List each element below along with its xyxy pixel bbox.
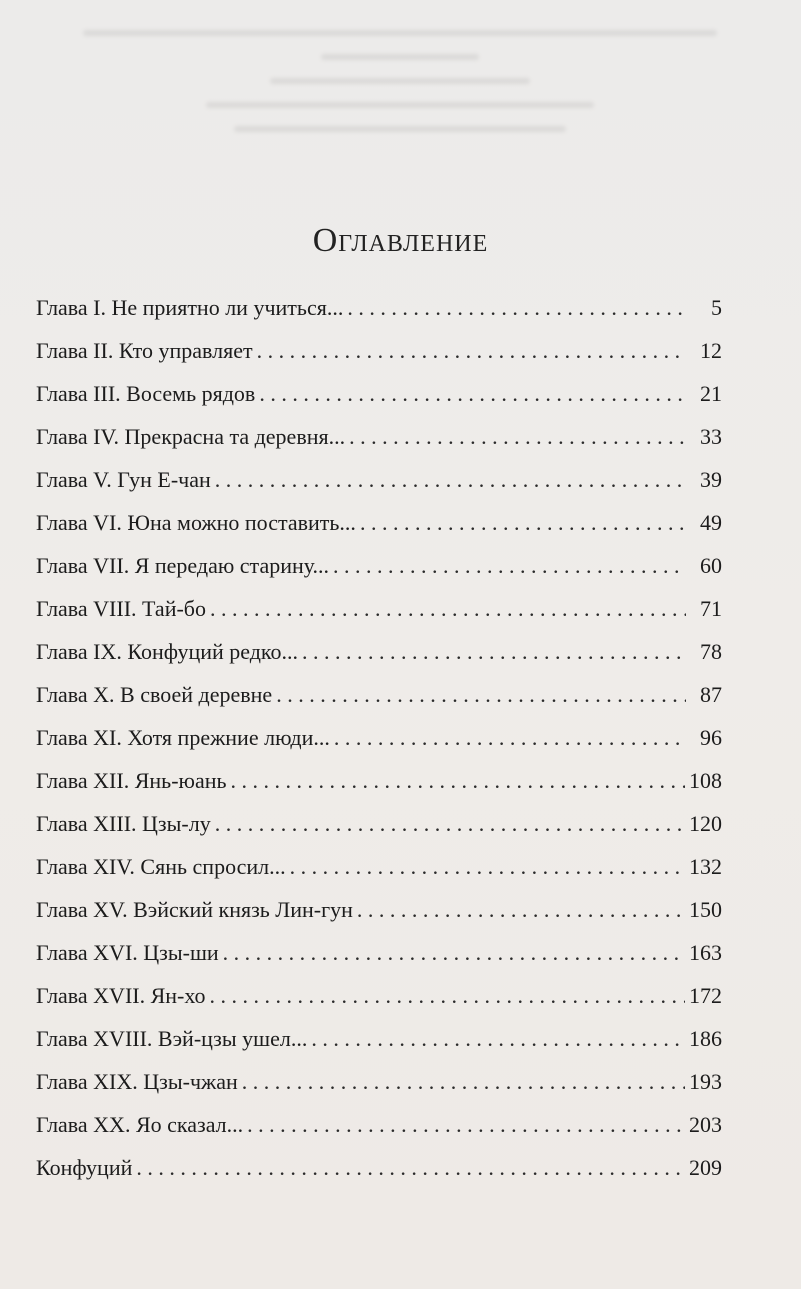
toc-entry-label: Глава XV. Вэйский князь Лин-гун xyxy=(36,897,353,922)
dot-leader xyxy=(311,1017,685,1060)
toc-entry xyxy=(36,501,722,544)
toc-entry-label: Глава XX. Яо сказал... xyxy=(36,1112,244,1137)
toc-entry-page-number: 49 xyxy=(700,510,722,535)
toc-entry-page-number: 5 xyxy=(711,295,722,320)
toc-entry xyxy=(36,1017,722,1060)
toc-entry-label: Глава XIV. Сянь спросил... xyxy=(36,854,286,879)
toc-entry-page-number: 193 xyxy=(689,1069,722,1094)
dot-leader xyxy=(210,587,686,630)
toc-entry-page-number: 203 xyxy=(689,1112,722,1137)
toc-entry-label: Глава XIX. Цзы-чжан xyxy=(36,1069,238,1094)
toc-entry-page-number: 132 xyxy=(689,854,722,879)
toc-entry-label: Глава II. Кто управляет xyxy=(36,338,253,363)
dot-leader xyxy=(247,1103,685,1146)
toc-entry-page-number: 163 xyxy=(689,940,722,965)
toc-entry-label: Глава VI. Юна можно поставить... xyxy=(36,510,356,535)
toc-entry xyxy=(36,544,722,587)
dot-leader xyxy=(290,845,685,888)
toc-entry-label: Глава VIII. Тай-бо xyxy=(36,596,206,621)
toc-entry-page-number: 12 xyxy=(700,338,722,363)
toc-entry-label: Глава XII. Янь-юань xyxy=(36,768,227,793)
dot-leader xyxy=(357,888,685,931)
dot-leader xyxy=(215,802,685,845)
toc-entry xyxy=(36,458,722,501)
toc-entry-label: Глава XVI. Цзы-ши xyxy=(36,940,219,965)
toc-entry-label: Глава I. Не приятно ли учиться... xyxy=(36,295,344,320)
toc-entry-page-number: 33 xyxy=(700,424,722,449)
page-title: Оглавление xyxy=(312,222,489,259)
toc-entry xyxy=(36,759,722,802)
toc-entry xyxy=(36,1060,722,1103)
toc-entry-label: Глава XVIII. Вэй-цзы ушел... xyxy=(36,1026,308,1051)
dot-leader xyxy=(136,1146,685,1189)
toc-entry-page-number: 60 xyxy=(700,553,722,578)
toc-entry-label: Глава IX. Конфуций редко... xyxy=(36,639,299,664)
toc-entry xyxy=(36,286,722,329)
toc-entry xyxy=(36,716,722,759)
toc-entry-page-number: 21 xyxy=(700,381,722,406)
dot-leader xyxy=(360,501,686,544)
toc-entry xyxy=(36,974,722,1017)
dot-leader xyxy=(276,673,686,716)
toc-entry xyxy=(36,587,722,630)
toc-entry-page-number: 71 xyxy=(700,596,722,621)
toc-entry xyxy=(36,673,722,716)
toc-entry xyxy=(36,888,722,931)
toc-entry-page-number: 39 xyxy=(700,467,722,492)
toc-entry-label: Глава X. В своей деревне xyxy=(36,682,273,707)
dot-leader xyxy=(223,931,685,974)
toc-entry-page-number: 209 xyxy=(689,1155,722,1180)
dot-leader xyxy=(349,415,686,458)
toc-entry-label: Глава XIII. Цзы-лу xyxy=(36,811,211,836)
toc-entry-label: Глава III. Восемь рядов xyxy=(36,381,256,406)
toc-entry-page-number: 172 xyxy=(689,983,722,1008)
toc-entry-label: Глава XVII. Ян-хо xyxy=(36,983,206,1008)
toc-entry-label: Глава VII. Я передаю старину... xyxy=(36,553,330,578)
toc-entry xyxy=(36,329,722,372)
toc-entry-page-number: 120 xyxy=(689,811,722,836)
dot-leader xyxy=(257,329,686,372)
toc-entry xyxy=(36,845,722,888)
dot-leader xyxy=(210,974,685,1017)
dot-leader xyxy=(259,372,686,415)
dot-leader xyxy=(347,286,686,329)
toc-entry xyxy=(36,415,722,458)
toc-entry-label: Конфуций xyxy=(36,1155,133,1180)
toc-entry xyxy=(36,1103,722,1146)
toc-entry-page-number: 150 xyxy=(689,897,722,922)
toc-entry-page-number: 186 xyxy=(689,1026,722,1051)
dot-leader xyxy=(215,458,686,501)
dot-leader xyxy=(231,759,685,802)
toc-entry-page-number: 87 xyxy=(700,682,722,707)
dot-leader xyxy=(334,716,686,759)
table-of-contents xyxy=(36,286,722,1189)
toc-entry xyxy=(36,372,722,415)
dot-leader xyxy=(302,630,686,673)
toc-entry xyxy=(36,802,722,845)
dot-leader xyxy=(242,1060,685,1103)
toc-entry-page-number: 108 xyxy=(689,768,722,793)
toc-entry-label: Глава XI. Хотя прежние люди... xyxy=(36,725,330,750)
bleed-through-text xyxy=(40,30,760,220)
toc-entry xyxy=(36,1146,722,1189)
toc-entry-page-number: 96 xyxy=(700,725,722,750)
toc-entry-page-number: 78 xyxy=(700,639,722,664)
toc-entry xyxy=(36,931,722,974)
toc-entry-label: Глава V. Гун Е-чан xyxy=(36,467,211,492)
toc-entry-label: Глава IV. Прекрасна та деревня... xyxy=(36,424,346,449)
toc-entry xyxy=(36,630,722,673)
dot-leader xyxy=(333,544,686,587)
